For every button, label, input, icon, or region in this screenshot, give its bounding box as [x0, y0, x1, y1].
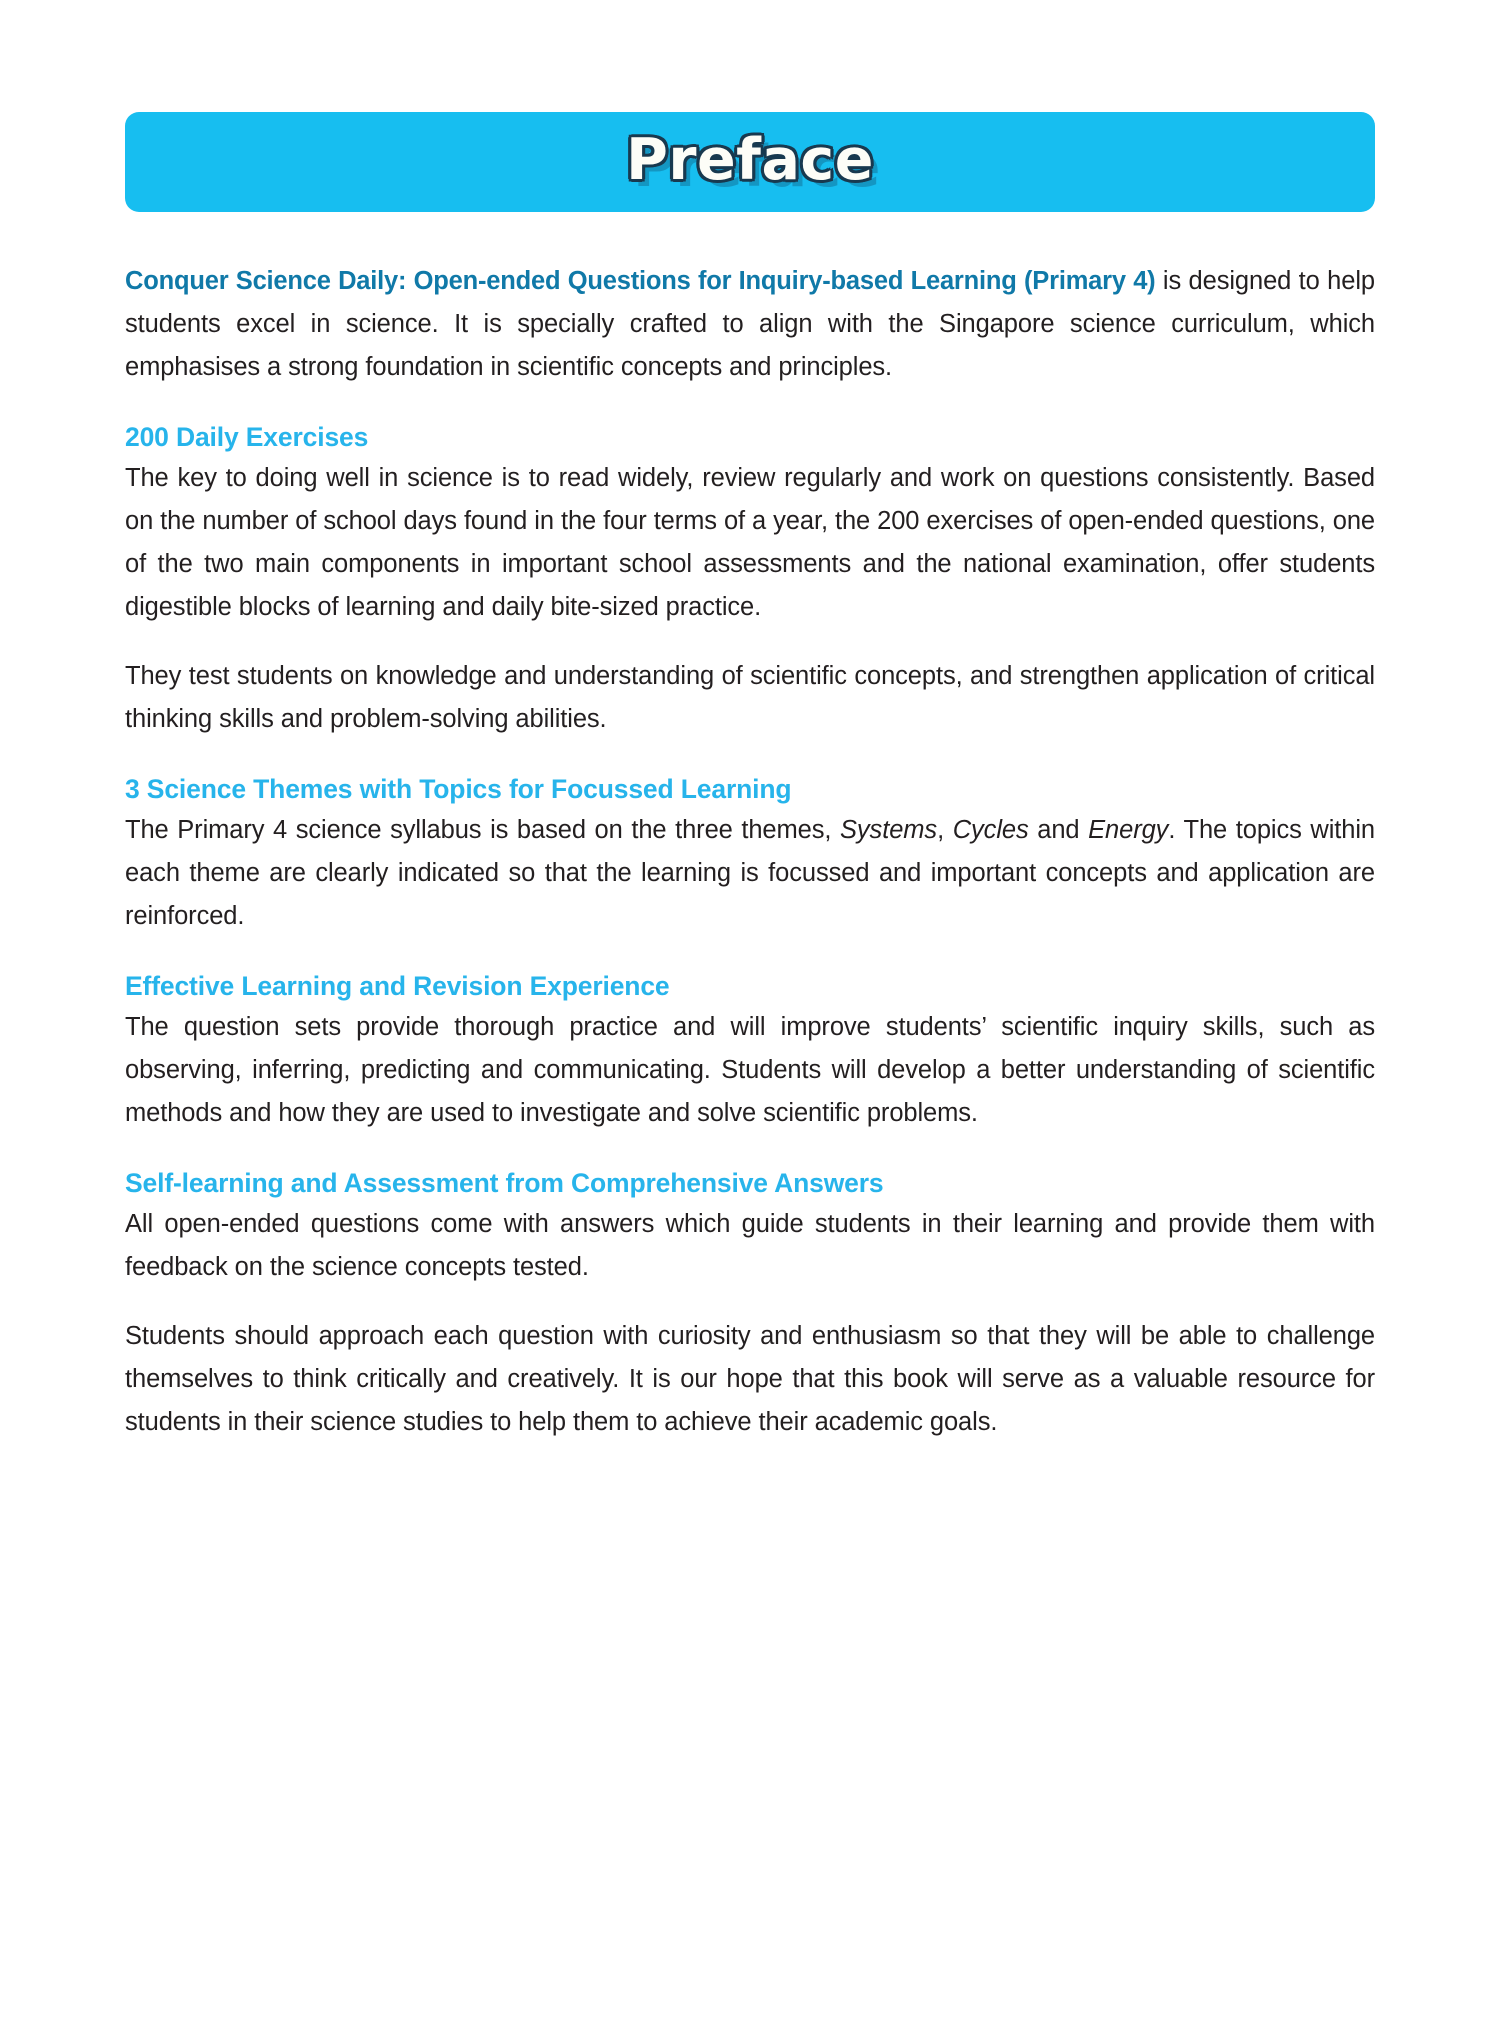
- theme-name-cycles: Cycles: [952, 816, 1029, 844]
- themes-text-part-3: and: [1028, 816, 1089, 844]
- section-paragraph-effective-learning: The question sets provide thorough practice and will improve students’ scientific inquiry skills, such as observing, inferring, predicting and communicating. Students will develop a better understanding of scientific methods and how they are used to investigate and solve scientific problems.: [125, 1013, 1375, 1127]
- section-heading-effective-learning: Effective Learning and Revision Experience: [125, 971, 670, 1001]
- themes-text-part-4: . The topics within each theme are clearly indicated so that the learning is focussed and important concepts and application are reinforced.: [125, 816, 1376, 930]
- section-paragraph-science-themes: [125, 809, 1375, 938]
- section-paragraph-daily-exercises-2: They test students on knowledge and understanding of scientific concepts, and strengthen application of critical thinking skills and problem-solving abilities.: [125, 662, 1375, 733]
- section-heading-self-learning: Self-learning and Assessment from Comprehensive Answers: [125, 1168, 884, 1198]
- section-heading-daily-exercises: 200 Daily Exercises: [125, 422, 369, 452]
- page-title: Preface: [626, 126, 874, 193]
- preface-banner: [125, 112, 1375, 212]
- themes-text-part-1: The Primary 4 science syllabus is based on the three themes,: [125, 816, 840, 844]
- page-content: [125, 112, 1375, 1444]
- section-paragraph-daily-exercises-1: The key to doing well in science is to read widely, review regularly and work on questions consistently. Based on the number of school days found in the four terms of a year, the 200 exercises of open-ended questions, one of the two main components in important school assessments and the national examination, offer students digestible blocks of learning and daily bite-sized practice.: [125, 464, 1375, 621]
- section-paragraph-self-learning-2: Students should approach each question with curiosity and enthusiasm so that they will be able to challenge themselves to think critically and creatively. It is our hope that this book will serve as a valuable resource for students in their science studies to help them to achieve their academic goals.: [125, 1322, 1375, 1436]
- section-heading-science-themes: 3 Science Themes with Topics for Focussed Learning: [125, 774, 792, 804]
- theme-name-energy: Energy: [1088, 816, 1169, 844]
- theme-name-systems: Systems: [840, 816, 938, 844]
- intro-paragraph: [125, 260, 1375, 389]
- intro-remaining-text: is designed to help students excel in science. It is specially crafted to align with the Singapore science curriculum, which emphasises a strong foundation in scientific concepts and principles.: [125, 267, 1375, 381]
- section-paragraph-self-learning-1: All open-ended questions come with answers which guide students in their learning and provide them with feedback on the science concepts tested.: [125, 1210, 1375, 1281]
- themes-text-part-2: ,: [937, 816, 953, 844]
- intro-book-title: Conquer Science Daily: Open-ended Questions for Inquiry-based Learning (Primary 4): [125, 267, 1156, 295]
